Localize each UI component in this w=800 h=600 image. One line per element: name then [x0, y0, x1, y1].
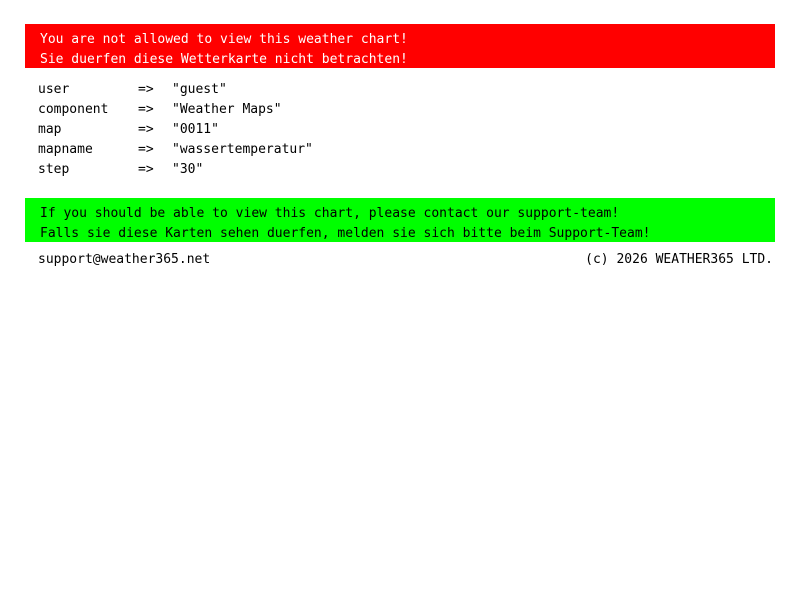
parameter-value: "wassertemperatur"	[172, 142, 313, 157]
parameter-key: component	[38, 102, 109, 117]
parameter-arrow: =>	[138, 102, 154, 117]
info-banner	[25, 198, 775, 242]
parameter-list	[38, 80, 313, 180]
parameter-value: "guest"	[172, 82, 227, 97]
support-email-link[interactable]: support@weather365.net	[38, 252, 211, 267]
parameter-row-component	[38, 100, 313, 120]
error-banner	[25, 24, 775, 68]
parameter-value: "30"	[172, 162, 204, 177]
parameter-row-mapname	[38, 140, 313, 160]
parameter-value: "Weather Maps"	[172, 102, 282, 117]
info-banner-line-de: Falls sie diese Karten sehen duerfen, melden sie sich bitte beim Support-Team!	[40, 226, 651, 241]
parameter-key: mapname	[38, 142, 93, 157]
parameter-row-map	[38, 120, 313, 140]
info-banner-line-en: If you should be able to view this chart, please contact our support-team!	[40, 206, 620, 221]
parameter-arrow: =>	[138, 82, 154, 97]
parameter-row-user	[38, 80, 313, 100]
parameter-key: step	[38, 162, 70, 177]
parameter-value: "0011"	[172, 122, 219, 137]
parameter-arrow: =>	[138, 162, 154, 177]
parameter-arrow: =>	[138, 122, 154, 137]
parameter-key: map	[38, 122, 62, 137]
copyright-text: (c) 2026 WEATHER365 LTD.	[585, 252, 773, 267]
parameter-key: user	[38, 82, 70, 97]
parameter-row-step	[38, 160, 313, 180]
footer	[38, 250, 773, 270]
error-banner-line-en: You are not allowed to view this weather chart!	[40, 32, 408, 47]
error-banner-line-de: Sie duerfen diese Wetterkarte nicht betrachten!	[40, 52, 408, 67]
parameter-arrow: =>	[138, 142, 154, 157]
